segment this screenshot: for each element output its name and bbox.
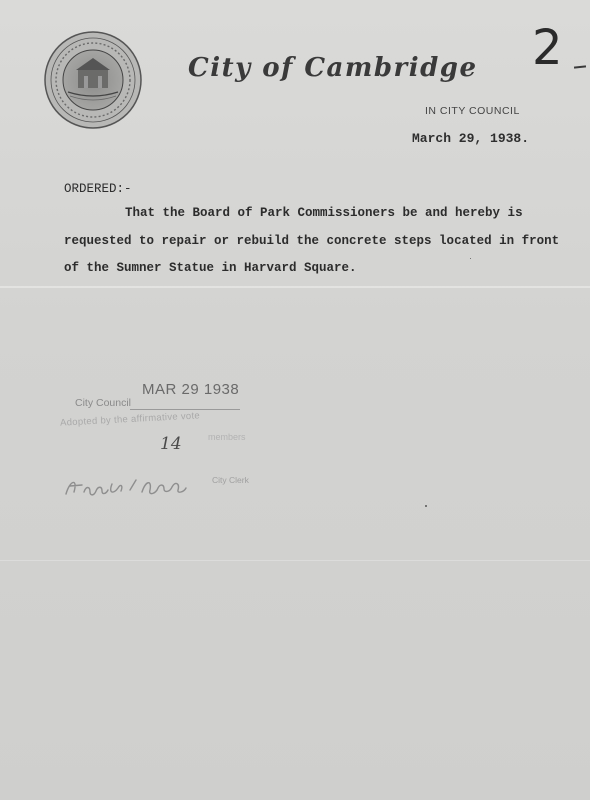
paper-speck [470,258,471,259]
council-stamp [60,372,300,512]
stamp-underline [130,409,240,410]
stamp-adopted-text: Adopted by the affirmative vote [59,410,201,429]
stamp-clerk-label: City Clerk [212,475,249,485]
paper-fold [0,560,590,561]
order-line: That the Board of Park Commissioners be and hereby is [125,206,523,220]
stamp-label: City Council [75,397,132,409]
paper-speck [425,505,427,507]
stamp-vote-count: 14 [160,434,182,454]
page-number: 2 [532,20,563,76]
document-date: March 29, 1938. [412,131,530,146]
paper-fold [0,286,590,288]
stamp-members-text: members [208,432,246,442]
city-seal-icon [42,30,144,130]
council-heading: IN CITY COUNCIL [425,105,520,117]
ordered-heading: ORDERED:- [64,182,132,196]
page-number-dash [574,65,586,68]
clerk-signature [60,472,220,502]
order-line: of the Sumner Statue in Harvard Square. [64,261,357,275]
order-line: requested to repair or rebuild the concrete steps located in front [64,234,560,248]
stamp-date: MAR 29 1938 [142,381,240,398]
letterhead-title: City of Cambridge [188,53,478,83]
